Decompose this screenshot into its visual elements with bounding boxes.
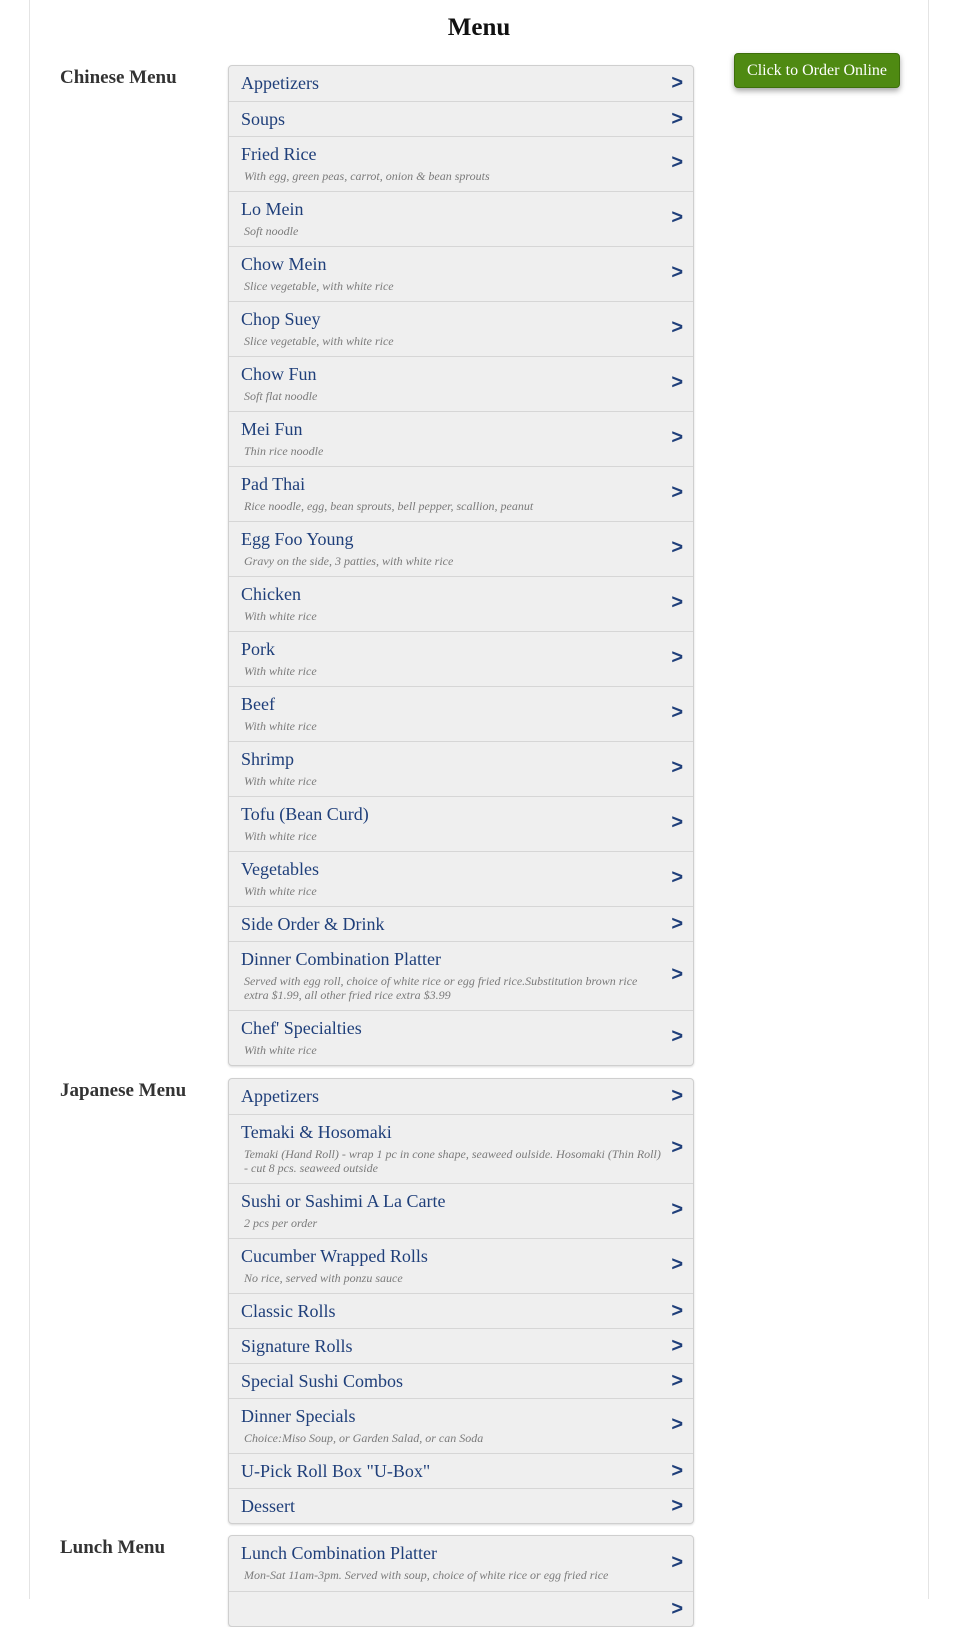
chevron-right-icon: >: [671, 866, 683, 889]
menu-category-item[interactable]: [229, 1183, 693, 1238]
chevron-right-icon: >: [671, 701, 683, 724]
category-name: Chicken: [241, 584, 301, 604]
category-description: Gravy on the side, 3 patties, with white rice: [244, 554, 454, 568]
menu-category-item[interactable]: [229, 796, 693, 851]
chevron-right-icon: >: [671, 646, 683, 669]
chevron-right-icon: >: [671, 72, 683, 94]
menu-category-item[interactable]: [229, 466, 693, 521]
category-description: No rice, served with ponzu sauce: [244, 1271, 403, 1285]
chevron-right-icon: >: [671, 206, 683, 229]
category-name: Mei Fun: [241, 419, 303, 439]
category-description: Served with egg roll, choice of white rice or egg fried rice.Substitution brown rice extra $1.99, all other fried rice extra $3.99: [244, 974, 638, 1002]
category-name: Cucumber Wrapped Rolls: [241, 1246, 428, 1266]
category-name: Dinner Specials: [241, 1406, 356, 1426]
category-name: Chow Fun: [241, 364, 317, 384]
category-description: With white rice: [244, 609, 317, 623]
category-description: With white rice: [244, 774, 317, 788]
menu-category-item[interactable]: [229, 246, 693, 301]
category-name: Soups: [241, 109, 286, 129]
category-description: With white rice: [244, 664, 317, 678]
category-name: Dinner Combination Platter: [241, 949, 441, 969]
category-name: Chef' Specialties: [241, 1018, 362, 1038]
menu-category-item[interactable]: [229, 66, 693, 101]
menu-category-item[interactable]: [229, 906, 693, 941]
category-description: With egg, green peas, carrot, onion & bean sprouts: [244, 169, 490, 183]
category-description: With white rice: [244, 829, 317, 843]
category-list: [228, 1078, 694, 1524]
category-name: Temaki & Hosomaki: [241, 1122, 392, 1142]
category-name: Appetizers: [241, 1086, 319, 1106]
section-label: Chinese Menu: [60, 67, 177, 88]
section-label: Japanese Menu: [60, 1080, 187, 1101]
menu-category-item[interactable]: [229, 411, 693, 466]
chevron-right-icon: >: [671, 963, 683, 986]
category-list: [228, 65, 694, 1066]
category-name: Appetizers: [241, 73, 319, 93]
menu-category-item[interactable]: [229, 851, 693, 906]
category-name: Egg Foo Young: [241, 529, 354, 549]
chevron-right-icon: >: [671, 1460, 683, 1482]
chevron-right-icon: >: [671, 1370, 683, 1392]
chevron-right-icon: >: [671, 1598, 683, 1620]
chevron-right-icon: >: [671, 1085, 683, 1107]
menu-category-item[interactable]: [229, 521, 693, 576]
chevron-right-icon: >: [671, 591, 683, 614]
chevron-right-icon: >: [671, 536, 683, 559]
category-description: Rice noodle, egg, bean sprouts, bell pepper, scallion, peanut: [244, 499, 534, 513]
menu-category-item[interactable]: [229, 191, 693, 246]
menu-category-item[interactable]: [229, 741, 693, 796]
category-description: Mon-Sat 11am-3pm. Served with soup, choice of white rice or egg fried rice: [244, 1568, 609, 1582]
category-name: Chow Mein: [241, 254, 327, 274]
category-name: U-Pick Roll Box "U-Box": [241, 1461, 431, 1481]
menu-page: [29, 0, 929, 1620]
chevron-right-icon: >: [671, 913, 683, 935]
menu-category-item[interactable]: [229, 576, 693, 631]
category-description: Choice:Miso Soup, or Garden Salad, or can Soda: [244, 1431, 484, 1445]
category-description: Soft noodle: [244, 224, 299, 238]
category-description: 2 pcs per order: [244, 1216, 318, 1230]
chevron-right-icon: >: [671, 1550, 683, 1573]
chevron-right-icon: >: [671, 151, 683, 174]
menu-category-item[interactable]: [229, 631, 693, 686]
category-description: With white rice: [244, 719, 317, 733]
menu-category-item[interactable]: [229, 1328, 693, 1363]
menu-category-item[interactable]: [229, 1010, 693, 1065]
category-name: Tofu (Bean Curd): [241, 804, 369, 824]
category-name: Dessert: [241, 1496, 295, 1516]
chevron-right-icon: >: [671, 811, 683, 834]
category-name: Side Order & Drink: [241, 914, 385, 934]
menu-category-item[interactable]: [229, 136, 693, 191]
category-name: Classic Rolls: [241, 1301, 336, 1321]
menu-category-item[interactable]: [229, 1238, 693, 1293]
chevron-right-icon: >: [671, 1335, 683, 1357]
chevron-right-icon: >: [671, 1025, 683, 1048]
chevron-right-icon: >: [671, 316, 683, 339]
chevron-right-icon: >: [671, 1300, 683, 1322]
chevron-right-icon: >: [671, 108, 683, 130]
category-description: With white rice: [244, 884, 317, 898]
category-name: Chop Suey: [241, 309, 321, 329]
menu-category-item[interactable]: [229, 1591, 693, 1626]
page-title: Menu: [447, 14, 511, 41]
category-description: With white rice: [244, 1043, 317, 1057]
menu-category-item[interactable]: [229, 1293, 693, 1328]
category-name: Fried Rice: [241, 144, 317, 164]
category-name: Shrimp: [241, 749, 295, 769]
menu-category-item[interactable]: [229, 301, 693, 356]
chevron-right-icon: >: [671, 1253, 683, 1276]
menu-category-item[interactable]: [229, 1453, 693, 1488]
menu-category-item[interactable]: [229, 356, 693, 411]
category-list: [228, 1535, 694, 1627]
menu-category-item[interactable]: [229, 1114, 693, 1183]
menu-category-item[interactable]: [229, 1488, 693, 1523]
menu-category-item[interactable]: [229, 686, 693, 741]
menu-category-item[interactable]: [229, 1536, 693, 1591]
chevron-right-icon: >: [671, 1495, 683, 1517]
menu-category-item[interactable]: [229, 1079, 693, 1114]
chevron-right-icon: >: [671, 1136, 683, 1159]
category-name: Vegetables: [241, 859, 319, 879]
chevron-right-icon: >: [671, 261, 683, 284]
category-name: Lunch Combination Platter: [241, 1543, 437, 1563]
order-online-button[interactable]: Click to Order Online: [734, 53, 900, 88]
category-description: Slice vegetable, with white rice: [244, 334, 394, 348]
category-description: Thin rice noodle: [244, 444, 324, 458]
category-name: Special Sushi Combos: [241, 1371, 404, 1391]
category-description: Slice vegetable, with white rice: [244, 279, 394, 293]
category-name: Sushi or Sashimi A La Carte: [241, 1191, 446, 1211]
category-name: Signature Rolls: [241, 1336, 353, 1356]
chevron-right-icon: >: [671, 756, 683, 779]
menu-category-item[interactable]: [229, 941, 693, 1010]
category-description: Soft flat noodle: [244, 389, 318, 403]
category-name: Pad Thai: [241, 474, 306, 494]
menu-category-item[interactable]: [229, 1363, 693, 1398]
chevron-right-icon: >: [671, 481, 683, 504]
section-label: Lunch Menu: [60, 1537, 166, 1558]
chevron-right-icon: >: [671, 1413, 683, 1436]
category-description: Temaki (Hand Roll) - wrap 1 pc in cone shape, seaweed oulside. Hosomaki (Thin Roll) - cut 8 pcs. seaweed outside: [244, 1147, 661, 1175]
category-name: Lo Mein: [241, 199, 304, 219]
chevron-right-icon: >: [671, 371, 683, 394]
category-name: Pork: [241, 639, 276, 659]
category-name: Beef: [241, 694, 275, 714]
menu-category-item[interactable]: [229, 101, 693, 136]
chevron-right-icon: >: [671, 426, 683, 449]
menu-category-item[interactable]: [229, 1398, 693, 1453]
chevron-right-icon: >: [671, 1198, 683, 1221]
